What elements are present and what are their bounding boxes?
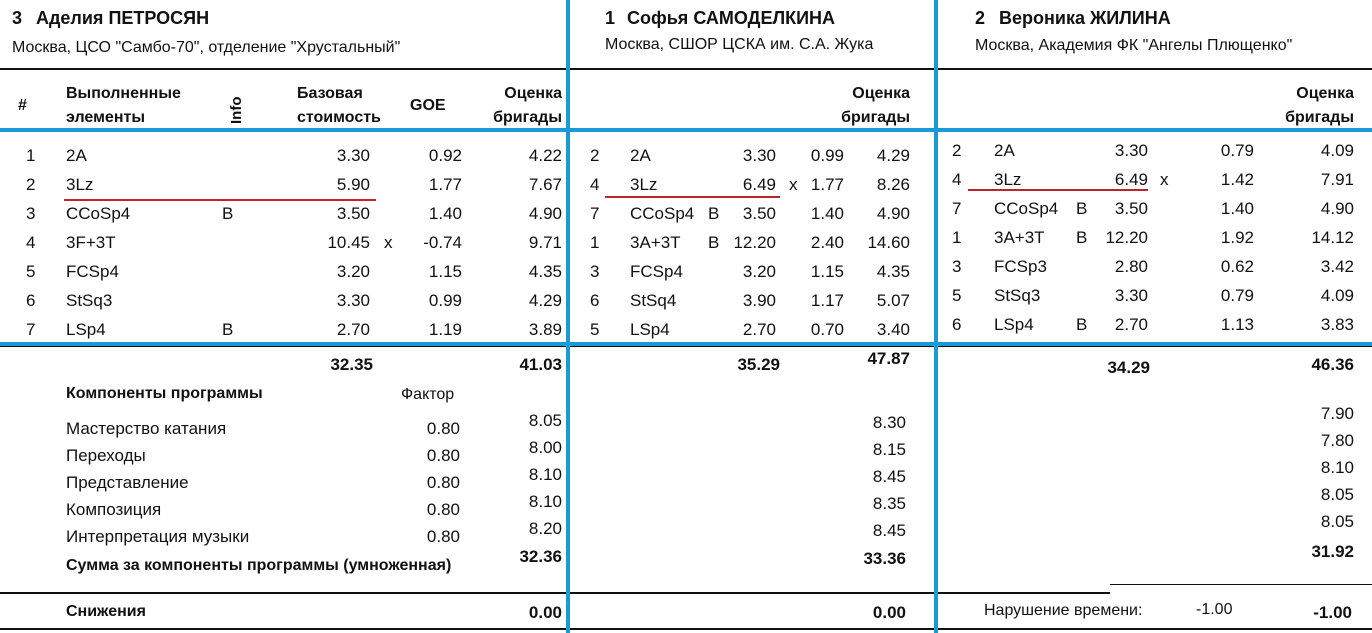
element-info: B [1076,228,1088,247]
col-panel-header-2: Оценка бригады [841,85,910,126]
element-n: 6 [26,291,36,310]
element-code: CCoSp4 [994,199,1059,218]
component-score: 7.90 [1320,404,1354,423]
element-goe: 1.13 [1220,315,1254,334]
skater-name-1: Аделия ПЕТРОСЯН [36,8,210,28]
element-n: 2 [952,141,962,160]
element-goe: 1.17 [810,291,844,310]
highlight-underline-2 [605,196,780,198]
element-code: 3A+3T [630,233,681,252]
element-code: StSq3 [66,291,113,310]
component-score: 8.05 [1320,512,1354,531]
col-goe-header: GOE [410,97,446,114]
col-info-header: Info [228,96,245,124]
blue-divider-col-2 [934,0,938,633]
blue-divider-col-1 [566,0,570,633]
component-name: Представление [66,473,189,492]
element-score: 14.12 [1311,228,1354,247]
component-score: 8.10 [528,492,562,511]
element-goe: 0.92 [428,146,462,165]
element-code: StSq4 [630,291,677,310]
element-info: B [708,204,720,223]
element-code: LSp4 [66,320,106,339]
element-score: 4.29 [876,146,910,165]
element-info: B [708,233,720,252]
component-score: 8.35 [872,494,906,513]
component-name: Мастерство катания [66,419,227,438]
element-code: LSp4 [994,315,1034,334]
element-base: 2.70 [336,320,370,339]
deductions-rule [0,592,1110,594]
component-factor: 0.80 [426,473,460,492]
element-score: 14.60 [867,233,910,252]
tes-total-1: 41.03 [519,355,562,374]
col-panel-header-1: Оценка бригады [493,85,562,126]
element-base: 3.20 [742,262,776,281]
element-score: 9.71 [528,233,562,252]
element-goe: 1.92 [1220,228,1254,247]
base-total-3: 34.29 [1107,358,1150,377]
element-code: 2A [630,146,651,165]
deductions-3: -1.00 [1313,603,1352,622]
element-n: 2 [590,146,600,165]
element-info: B [1076,315,1088,334]
element-goe: -0.74 [423,233,462,252]
component-factor: 0.80 [426,500,460,519]
element-n: 2 [26,175,36,194]
element-info: B [1076,199,1088,218]
element-code: 3Lz [630,175,658,194]
element-code: FCSp4 [630,262,683,281]
element-score: 3.42 [1320,257,1354,276]
components-title: Компоненты программы [66,385,263,402]
deductions-label: Снижения [66,603,146,620]
element-base: 12.20 [733,233,776,252]
element-base: 10.45 [327,233,370,252]
tes-total-3: 46.36 [1311,355,1354,374]
element-n: 6 [952,315,962,334]
skater-rank-1: 3 [12,8,23,28]
skater-club-2: Москва, СШОР ЦСКА им. С.А. Жука [605,36,874,53]
element-n: 4 [590,175,600,194]
element-base: 6.49 [742,175,776,194]
element-code: FCSp4 [66,262,119,281]
element-info: B [222,204,234,223]
element-score: 4.22 [528,146,562,165]
component-factor: 0.80 [426,446,460,465]
element-goe: 1.15 [428,262,462,281]
bottom-rule [0,628,1372,630]
element-code: StSq3 [994,286,1041,305]
element-n: 5 [952,286,962,305]
element-goe: 0.79 [1220,141,1254,160]
element-score: 8.26 [876,175,910,194]
deductions-rule-right [1110,584,1372,585]
pcs-total-3: 31.92 [1311,542,1354,561]
element-goe: 1.40 [428,204,462,223]
skater-name-3: Вероника ЖИЛИНА [999,8,1171,28]
element-score: 3.89 [528,320,562,339]
pcs-total-1: 32.36 [519,547,562,566]
tes-total-2: 47.87 [867,349,910,368]
element-score: 4.35 [876,262,910,281]
element-goe: 1.15 [810,262,844,281]
skater-rank-3: 2 [975,8,986,28]
element-x: x [384,233,393,252]
totals-rule [0,346,1372,347]
element-goe: 1.40 [810,204,844,223]
col-num-header: # [18,97,27,114]
component-score: 8.20 [528,519,562,538]
highlight-underline-1 [64,199,376,201]
element-score: 4.90 [876,204,910,223]
element-n: 1 [952,228,962,247]
component-score: 8.00 [528,438,562,457]
element-n: 1 [26,146,36,165]
element-goe: 1.40 [1220,199,1254,218]
element-base: 3.30 [742,146,776,165]
element-n: 1 [590,233,600,252]
element-base: 3.30 [1114,286,1148,305]
element-base: 3.50 [1114,199,1148,218]
element-info: B [222,320,234,339]
element-x: x [789,175,798,194]
element-code: LSp4 [630,320,670,339]
element-goe: 0.62 [1220,257,1254,276]
component-score: 8.10 [1320,458,1354,477]
component-score: 8.10 [528,465,562,484]
element-goe: 0.99 [428,291,462,310]
component-score: 7.80 [1320,431,1354,450]
element-code: CCoSp4 [66,204,131,223]
element-base: 3.90 [742,291,776,310]
element-base: 3.50 [336,204,370,223]
element-code: FCSp3 [994,257,1047,276]
element-code: 3Lz [994,170,1022,189]
element-goe: 0.99 [810,146,844,165]
highlight-underline-3 [968,189,1148,191]
element-base: 3.30 [1114,141,1148,160]
element-score: 3.40 [876,320,910,339]
element-n: 3 [590,262,600,281]
element-base: 2.70 [742,320,776,339]
element-score: 4.35 [528,262,562,281]
element-n: 4 [26,233,36,252]
skater-name-2: Софья САМОДЕЛКИНА [627,8,836,28]
component-score: 8.05 [528,411,562,430]
col-panel-header-3: Оценка бригады [1285,85,1354,126]
header-rule [0,68,1372,70]
element-score: 4.90 [528,204,562,223]
element-code: 3A+3T [994,228,1045,247]
element-code: 2A [994,141,1015,160]
component-score: 8.45 [872,521,906,540]
element-n: 7 [952,199,962,218]
element-goe: 0.70 [810,320,844,339]
time-violation-label: Нарушение времени: [984,602,1143,619]
deductions-1: 0.00 [528,603,562,622]
element-n: 7 [590,204,600,223]
base-total-2: 35.29 [737,355,780,374]
element-base: 5.90 [336,175,370,194]
component-score: 8.45 [872,467,906,486]
element-score: 4.90 [1320,199,1354,218]
element-base: 3.30 [336,291,370,310]
element-score: 4.09 [1320,141,1354,160]
element-code: CCoSp4 [630,204,695,223]
blue-divider-totals [0,342,1372,346]
element-n: 5 [26,262,36,281]
skater-club-3: Москва, Академия ФК "Ангелы Плющенко" [975,37,1293,54]
component-factor: 0.80 [426,419,460,438]
skater-rank-2: 1 [605,8,616,28]
element-goe: 1.77 [810,175,844,194]
element-code: 3F+3T [66,233,116,252]
col-base-header: Базовая стоимость [297,85,381,126]
component-factor: 0.80 [426,527,460,546]
factor-label: Фактор [401,386,455,403]
element-code: 3Lz [66,175,94,194]
component-name: Интерпретация музыки [66,527,250,546]
element-base: 3.20 [336,262,370,281]
element-n: 5 [590,320,600,339]
element-goe: 1.77 [428,175,462,194]
element-code: 2A [66,146,87,165]
element-base: 3.30 [336,146,370,165]
component-score: 8.05 [1320,485,1354,504]
element-score: 7.67 [528,175,562,194]
element-n: 7 [26,320,36,339]
element-score: 3.83 [1320,315,1354,334]
pcs-label: Сумма за компоненты программы (умноженная) [66,557,452,574]
col-elements-header: Выполненные элементы [66,85,181,126]
element-goe: 0.79 [1220,286,1254,305]
element-goe: 1.42 [1220,170,1254,189]
element-n: 3 [952,257,962,276]
element-base: 12.20 [1105,228,1148,247]
element-goe: 2.40 [810,233,844,252]
component-score: 8.30 [872,413,906,432]
element-base: 3.50 [742,204,776,223]
element-base: 6.49 [1114,170,1148,189]
element-n: 6 [590,291,600,310]
element-base: 2.80 [1114,257,1148,276]
element-score: 7.91 [1320,170,1354,189]
component-score: 8.15 [872,440,906,459]
element-n: 4 [952,170,962,189]
blue-divider-header [0,128,1372,132]
element-goe: 1.19 [428,320,462,339]
component-name: Композиция [66,500,162,519]
time-violation-value: -1.00 [1196,601,1233,618]
component-name: Переходы [66,446,146,465]
element-n: 3 [26,204,36,223]
element-score: 4.09 [1320,286,1354,305]
element-score: 5.07 [876,291,910,310]
element-base: 2.70 [1114,315,1148,334]
deductions-2: 0.00 [872,603,906,622]
base-total-1: 32.35 [330,355,373,374]
element-x: x [1160,170,1169,189]
skater-club-1: Москва, ЦСО "Самбо-70", отделение "Хрустальный" [12,39,401,56]
pcs-total-2: 33.36 [863,549,906,568]
element-score: 4.29 [528,291,562,310]
